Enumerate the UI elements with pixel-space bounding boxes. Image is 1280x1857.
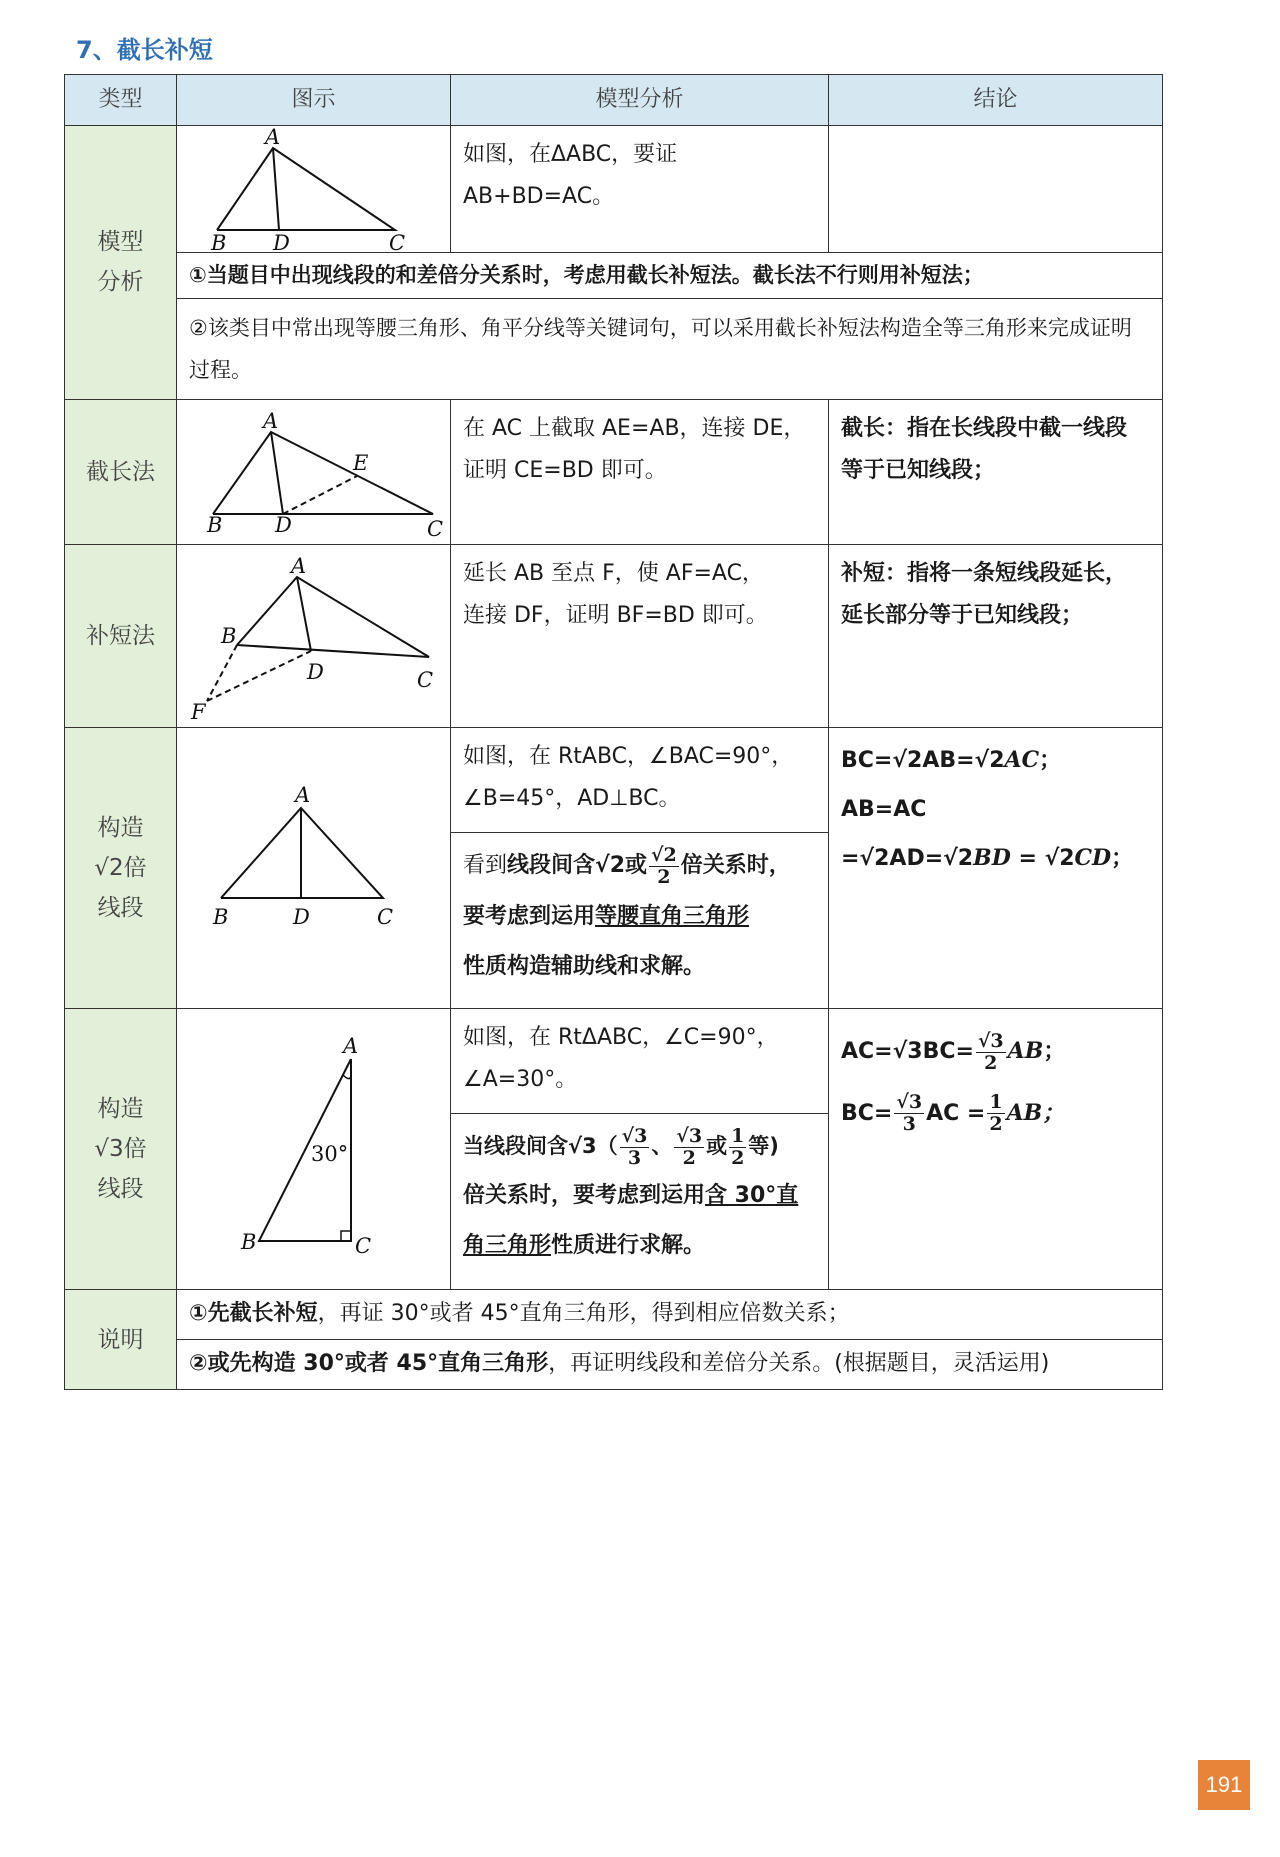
frac-c3-3	[987, 1092, 1004, 1135]
label-c: C	[355, 1234, 372, 1259]
explain-1a: ①先截长补短	[189, 1301, 318, 1327]
analysis-extend-l2: 连接 DF，证明 BF=BD 即可。	[463, 602, 768, 628]
row-model-note1	[65, 252, 1163, 298]
frac-den: 2	[657, 865, 671, 888]
h2-p2: 线段间含√2或	[507, 853, 647, 879]
c2-l3c: = √2	[1010, 845, 1075, 871]
c2-l3a: =√2AD=√2	[841, 845, 974, 871]
h2-p3: 倍关系时，	[680, 853, 791, 879]
h3-p5: 角三角形	[463, 1233, 552, 1259]
figure-model	[177, 125, 451, 252]
label-a: A	[295, 783, 311, 808]
c2-l3d: CD	[1074, 844, 1112, 871]
analysis-sqrt3	[451, 1009, 829, 1114]
analysis-cut-l1: 在 AC 上截取 AE=AB，连接 DE，	[463, 416, 806, 442]
c3-l2b: AC =	[926, 1100, 986, 1126]
c3-l1b: AB	[1007, 1038, 1044, 1065]
h3-or: 或	[706, 1134, 728, 1159]
hint-sqrt3	[451, 1114, 829, 1290]
h3-p2: 等)	[748, 1134, 779, 1159]
analysis-sqrt2-l1: 如图，在 RtABC，∠BAC=90°，	[463, 744, 794, 770]
conclusion-sqrt2-l3	[841, 834, 1150, 883]
label-d: D	[307, 660, 324, 685]
c3-l1a: AC=√3BC=	[841, 1039, 974, 1065]
conclusion-cut-l2: 等于已知线段；	[841, 457, 996, 483]
model-note-1: ①当题目中出现线段的和差倍分关系时，考虑用截长补短法。截长法不行则用补短法；	[177, 252, 1163, 298]
conclusion-sqrt3-l2	[841, 1083, 1150, 1145]
label-a: A	[343, 1034, 359, 1059]
conclusion-extend	[829, 545, 1163, 728]
row-cut	[65, 400, 1163, 545]
frac-num: √3	[977, 1029, 1004, 1052]
conclusion-sqrt2	[829, 728, 1163, 1009]
frac-den: 2	[984, 1051, 998, 1074]
h3-p6: 性质进行求解。	[551, 1233, 706, 1259]
hint-sqrt2-l3: 性质构造辅助线和求解。	[463, 954, 706, 980]
analysis-sqrt2-l2: ∠B=45°，AD⊥BC。	[463, 785, 681, 811]
h2-p5: 等腰直角三角形	[595, 903, 750, 929]
explain-note-1	[177, 1290, 1163, 1340]
frac-den: 3	[902, 1113, 916, 1136]
type-extend: 补短法	[65, 545, 177, 728]
label-d: D	[273, 230, 290, 252]
figure-extend	[177, 545, 451, 728]
conclusion-sqrt3-l1	[841, 1021, 1150, 1083]
triangle-figure-sqrt3	[177, 1009, 451, 1289]
label-e: E	[353, 451, 369, 476]
triangle-figure-sqrt2	[177, 728, 451, 1008]
frac-den: 3	[627, 1146, 642, 1169]
label-b: B	[221, 624, 237, 649]
frac-num: 1	[989, 1091, 1003, 1114]
frac-sqrt2-2	[649, 845, 679, 888]
explain-note-2	[177, 1340, 1163, 1390]
conclusion-sqrt2-l2: AB=AC	[841, 796, 927, 822]
frac-den: 2	[682, 1146, 696, 1169]
type-model-l1: 模型	[97, 229, 144, 256]
h2-p1: 看到	[463, 853, 508, 879]
explain-1b: ，再证 30°或者 45°直角三角形，得到相应倍数关系；	[317, 1301, 850, 1327]
label-b: B	[213, 905, 229, 930]
hint-sqrt3-l1	[463, 1122, 816, 1170]
explain-2a: ②或先构造 30°或者 45°直角三角形	[189, 1351, 549, 1377]
triangle-figure-extend	[177, 545, 451, 727]
frac-num: √3	[676, 1125, 703, 1148]
label-30deg: 30°	[311, 1142, 349, 1167]
conclusion-model	[829, 125, 1163, 252]
frac-h3-3	[729, 1126, 746, 1169]
analysis-model-l1: 如图，在ΔABC，要证	[463, 141, 678, 167]
label-d: D	[275, 513, 292, 538]
type-sqrt3-l2: √3倍	[94, 1136, 147, 1163]
label-a: A	[263, 409, 279, 434]
header-conclusion: 结论	[829, 75, 1163, 126]
header-figure: 图示	[177, 75, 451, 126]
type-sqrt3-l1: 构造	[97, 1095, 144, 1122]
frac-num: √3	[896, 1091, 923, 1114]
type-cut: 截长法	[65, 400, 177, 545]
row-extend	[65, 545, 1163, 728]
h3-sep: 、	[651, 1134, 673, 1159]
header-analysis: 模型分析	[451, 75, 829, 126]
row-explain-1	[65, 1290, 1163, 1340]
hint-sqrt2-l2	[463, 892, 816, 943]
label-b: B	[241, 1230, 257, 1255]
figure-sqrt3	[177, 1009, 451, 1290]
figure-sqrt2	[177, 728, 451, 1009]
conclusion-cut-l1: 截长：指在长线段中截一线段	[841, 416, 1128, 442]
page-number: 191	[1198, 1760, 1250, 1810]
row-sqrt2	[65, 728, 1163, 833]
triangle-figure-cut	[177, 400, 451, 544]
row-model-note2	[65, 299, 1163, 400]
hint-sqrt2	[451, 833, 829, 1009]
type-sqrt3	[65, 1009, 177, 1290]
conclusion-sqrt2-l1	[841, 736, 1150, 785]
hint-sqrt2-l1	[463, 841, 816, 892]
analysis-model-l2: AB+BD=AC。	[463, 183, 615, 209]
c2-l3b: BD	[973, 844, 1011, 871]
analysis-sqrt3-l2: ∠A=30°。	[463, 1066, 578, 1092]
frac-h3-1	[620, 1126, 650, 1169]
analysis-extend-l1: 延长 AB 至点 F，使 AF=AC，	[463, 561, 764, 587]
conclusion-cut	[829, 400, 1163, 545]
h2-p4: 要考虑到运用	[463, 903, 596, 929]
frac-num: √2	[651, 843, 677, 866]
h3-p4: 含 30°直	[705, 1182, 799, 1208]
h3-p3: 倍关系时，要考虑到运用	[463, 1182, 706, 1208]
type-sqrt2	[65, 728, 177, 1009]
header-row	[65, 75, 1163, 126]
frac-h3-2	[674, 1126, 704, 1169]
label-c: C	[427, 517, 444, 542]
type-model	[65, 125, 177, 399]
label-f: F	[191, 700, 206, 725]
label-b: B	[211, 230, 227, 252]
method-table	[64, 74, 1163, 1390]
analysis-cut-l2: 证明 CE=BD 即可。	[463, 457, 667, 483]
analysis-cut	[451, 400, 829, 545]
hint-sqrt3-l2	[463, 1171, 816, 1222]
type-explain: 说明	[65, 1290, 177, 1390]
type-sqrt2-l1: 构造	[97, 814, 144, 841]
type-sqrt3-l3: 线段	[97, 1176, 144, 1203]
hint-sqrt3-l3	[463, 1221, 816, 1272]
c3-l2a: BC=	[841, 1100, 893, 1126]
section-title: 7、截长补短	[76, 36, 213, 64]
label-c: C	[377, 905, 394, 930]
frac-c3-2	[894, 1092, 924, 1135]
label-a: A	[291, 554, 307, 579]
c2-l3e: ；	[1111, 845, 1134, 871]
c2-l1a: BC=√2AB=√2	[841, 748, 1005, 774]
header-type: 类型	[65, 75, 177, 126]
type-model-l2: 分析	[97, 269, 144, 296]
c3-l2c: AB；	[1006, 1099, 1065, 1126]
label-d: D	[293, 905, 310, 930]
analysis-model	[451, 125, 829, 252]
figure-cut	[177, 400, 451, 545]
frac-num: 1	[731, 1125, 745, 1148]
c2-l1c: ；	[1039, 748, 1062, 774]
c3-l1c: ；	[1043, 1039, 1066, 1065]
label-c: C	[389, 230, 406, 252]
conclusion-extend-l1: 补短：指将一条短线段延长，	[841, 561, 1128, 587]
analysis-sqrt3-l1: 如图，在 RtΔABC，∠C=90°，	[463, 1025, 779, 1051]
frac-c3-1	[976, 1031, 1006, 1074]
label-a: A	[265, 125, 281, 149]
c2-l1b: AC	[1004, 747, 1040, 774]
h3-p1: 当线段间含√3（	[463, 1134, 618, 1159]
label-b: B	[207, 513, 223, 538]
conclusion-extend-l2: 延长部分等于已知线段；	[841, 602, 1084, 628]
explain-2b: ，再证明线段和差倍分关系。(根据题目，灵活运用)	[548, 1351, 1050, 1377]
triangle-figure-model	[177, 126, 451, 252]
row-explain-2	[65, 1340, 1163, 1390]
conclusion-sqrt3	[829, 1009, 1163, 1290]
frac-den: 2	[989, 1113, 1003, 1136]
label-c: C	[417, 668, 434, 693]
analysis-sqrt2	[451, 728, 829, 833]
analysis-extend	[451, 545, 829, 728]
frac-den: 2	[731, 1146, 745, 1169]
frac-num: √3	[621, 1125, 648, 1148]
type-sqrt2-l2: √2倍	[94, 855, 147, 882]
type-sqrt2-l3: 线段	[97, 895, 144, 922]
row-model	[65, 125, 1163, 252]
row-sqrt3	[65, 1009, 1163, 1114]
model-note-2: ②该类目中常出现等腰三角形、角平分线等关键词句，可以采用截长补短法构造全等三角形来完成证明过程。	[177, 299, 1163, 400]
